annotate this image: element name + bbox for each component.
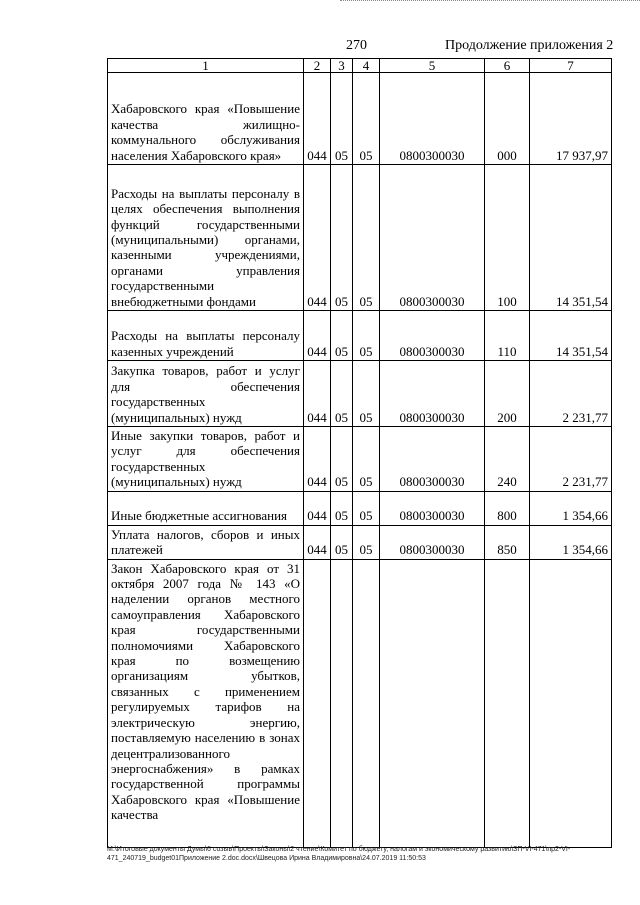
ministry-code: 044 — [304, 427, 331, 492]
expense-name: Уплата налогов, сборов и иных платежей — [108, 525, 304, 559]
expense-type-code: 000 — [485, 73, 530, 165]
target-article-code: 0800300030 — [380, 491, 485, 525]
document-file-path: M:\Итоговые документы Думы\6 созыв\Проекты\Законы\2 чтение\Комитет по бюджету, налогам и экономическому развитию\ЗП-VI-471\пр2-VI-471_240719_budget01Приложение 2.doc.docx\Швецова Ирина Владимировна\24.07.2019 11:50:53 — [107, 846, 571, 862]
expense-name: Расходы на выплаты персоналу в целях обеспечения выполнения функций государственными (муниципальными) органами, казенными учреждениями, органами управления государственными внебюджетными фондами — [108, 165, 304, 311]
table-row — [108, 525, 612, 559]
expense-type-code: 800 — [485, 491, 530, 525]
target-article-code: 0800300030 — [380, 361, 485, 427]
section-code: 05 — [331, 311, 353, 361]
target-article-code: 0800300030 — [380, 525, 485, 559]
section-code: 05 — [331, 427, 353, 492]
page-number: 270 — [346, 38, 367, 53]
expense-name: Хабаровского края «Повышение качества жилищно-коммунального обслуживания населения Хабаровского края» — [108, 73, 304, 165]
column-number-row — [108, 59, 612, 73]
expense-name: Закон Хабаровского края от 31 октября 2007 года № 143 «О наделении органов местного самоуправления Хабаровского края государственными полномочиями Хабаровского края по возмещению организациям убытков, связанных с применением регулируемых тарифов на электрическую энергию, поставляемую населению в зонах децентрализованного энергоснабжения» в рамках государственной программы Хабаровского края «Повышение качества — [108, 559, 304, 847]
expense-type-code: 100 — [485, 165, 530, 311]
section-code: 05 — [331, 165, 353, 311]
ministry-code: 044 — [304, 73, 331, 165]
table-row — [108, 165, 612, 311]
table-row — [108, 361, 612, 427]
amount: 14 351,54 — [530, 165, 612, 311]
section-code: 05 — [331, 491, 353, 525]
target-article-code: 0800300030 — [380, 73, 485, 165]
expense-name: Иные бюджетные ассигнования — [108, 491, 304, 525]
expense-type-code: 200 — [485, 361, 530, 427]
subsection-code: 05 — [353, 311, 380, 361]
amount: 2 231,77 — [530, 361, 612, 427]
section-code: 05 — [331, 73, 353, 165]
target-article-code: 0800300030 — [380, 311, 485, 361]
ministry-code: 044 — [304, 491, 331, 525]
target-article-code: 0800300030 — [380, 427, 485, 492]
expense-name: Расходы на выплаты персоналу казенных учреждений — [108, 311, 304, 361]
expense-type-code: 850 — [485, 525, 530, 559]
subsection-code: 05 — [353, 491, 380, 525]
subsection-code — [353, 559, 380, 847]
ministry-code — [304, 559, 331, 847]
amount: 1 354,66 — [530, 525, 612, 559]
target-article-code: 0800300030 — [380, 165, 485, 311]
subsection-code: 05 — [353, 361, 380, 427]
appendix-continuation-note: Продолжение приложения 2 — [445, 38, 614, 53]
ministry-code: 044 — [304, 525, 331, 559]
column-header: 6 — [485, 59, 530, 73]
table-row — [108, 491, 612, 525]
section-code: 05 — [331, 525, 353, 559]
ministry-code: 044 — [304, 165, 331, 311]
expense-type-code — [485, 559, 530, 847]
amount: 2 231,77 — [530, 427, 612, 492]
amount: 17 937,97 — [530, 73, 612, 165]
top-scan-mark — [340, 0, 640, 5]
subsection-code: 05 — [353, 165, 380, 311]
amount — [530, 559, 612, 847]
column-header: 2 — [304, 59, 331, 73]
subsection-code: 05 — [353, 525, 380, 559]
target-article-code — [380, 559, 485, 847]
column-header: 7 — [530, 59, 612, 73]
section-code: 05 — [331, 361, 353, 427]
column-header: 1 — [108, 59, 304, 73]
section-code — [331, 559, 353, 847]
table-row — [108, 427, 612, 492]
amount: 1 354,66 — [530, 491, 612, 525]
ministry-code: 044 — [304, 361, 331, 427]
table-row — [108, 73, 612, 165]
column-header: 5 — [380, 59, 485, 73]
subsection-code: 05 — [353, 73, 380, 165]
subsection-code: 05 — [353, 427, 380, 492]
expense-type-code: 110 — [485, 311, 530, 361]
budget-table — [107, 58, 612, 848]
expense-type-code: 240 — [485, 427, 530, 492]
expense-name: Закупка товаров, работ и услуг для обеспечения государственных (муниципальных) нужд — [108, 361, 304, 427]
table-row — [108, 559, 612, 847]
ministry-code: 044 — [304, 311, 331, 361]
table-row — [108, 311, 612, 361]
amount: 14 351,54 — [530, 311, 612, 361]
column-header: 3 — [331, 59, 353, 73]
column-header: 4 — [353, 59, 380, 73]
expense-name: Иные закупки товаров, работ и услуг для обеспечения государственных (муниципальных) нужд — [108, 427, 304, 492]
